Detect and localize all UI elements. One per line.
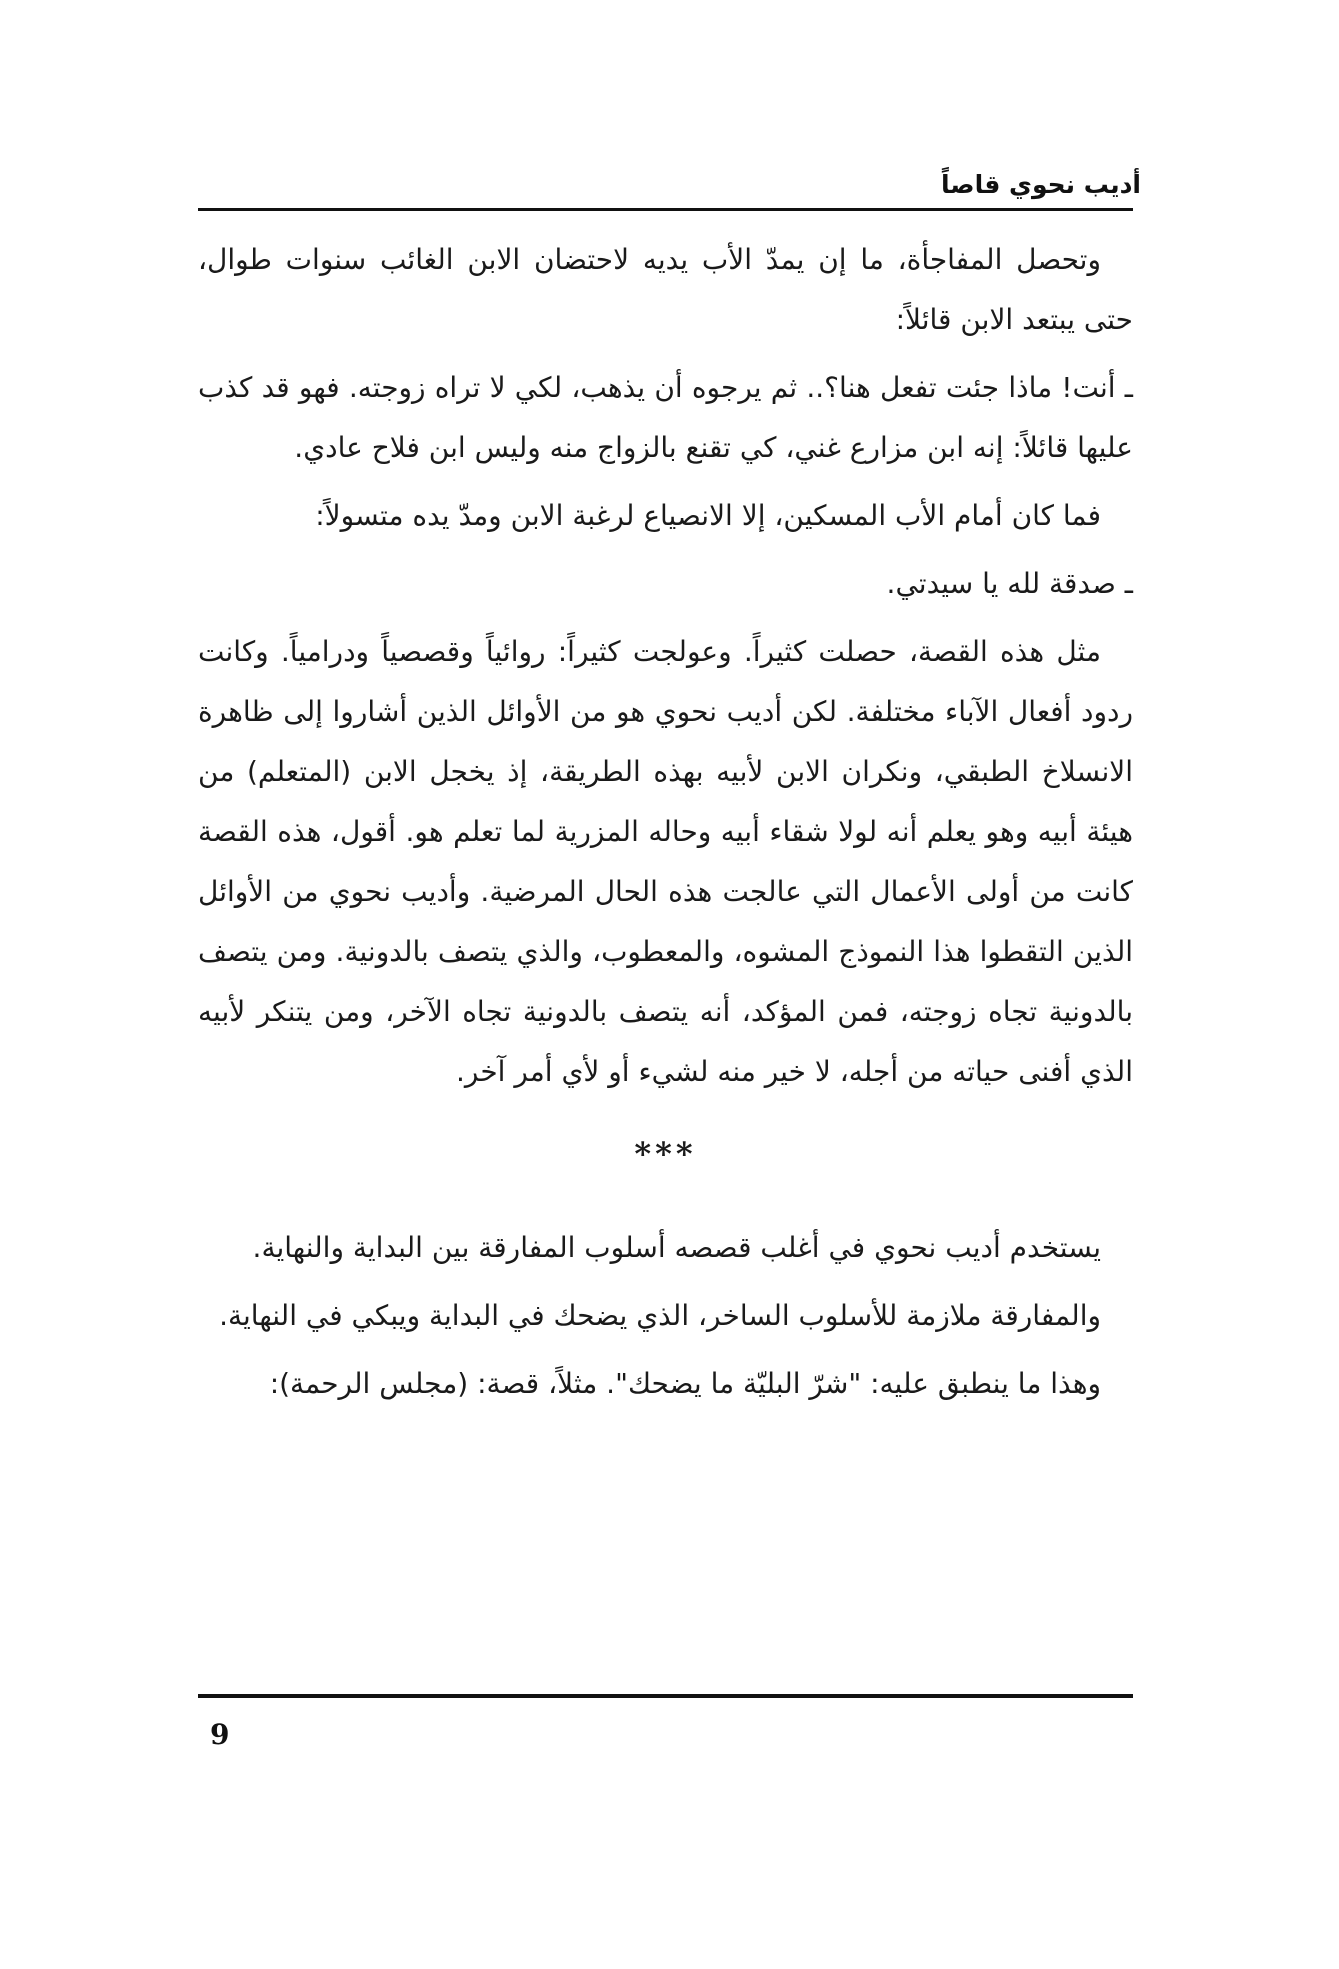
header-rule: [198, 208, 1133, 211]
paragraph: فما كان أمام الأب المسكين، إلا الانصياع لرغبة الابن ومدّ يده متسولاً:: [315, 499, 1101, 532]
footer-rule: [198, 1694, 1133, 1698]
paragraph: يستخدم أديب نحوي في أغلب قصصه أسلوب المفارقة بين البداية والنهاية.: [252, 1231, 1101, 1264]
dialogue-line: ـ أنت! ماذا جئت تفعل هنا؟.. ثم يرجوه أن يذهب، لكي لا تراه زوجته. فهو قد كذب عليها قائلاً: إنه ابن مزارع غني، كي تقنع بالزواج منه وليس ابن فلاح عادي.: [198, 371, 1133, 464]
paragraph: وهذا ما ينطبق عليه: "شرّ البليّة ما يضحك". مثلاً، قصة: (مجلس الرحمة):: [269, 1367, 1101, 1400]
paragraph: وتحصل المفاجأة، ما إن يمدّ الأب يديه لاحتضان الابن الغائب سنوات طوال، حتى يبتعد الابن قائلاً:: [198, 243, 1133, 336]
paragraph: مثل هذه القصة، حصلت كثيراً. وعولجت كثيراً: روائياً وقصصياً ودرامياً. وكانت ردود أفعال الآباء مختلفة. لكن أديب نحوي هو من الأوائل الذين أشاروا إلى ظاهرة الانسلاخ الطبقي، ونكران الابن لأبيه بهذه الطريقة، إذ يخجل الابن (المتعلم) من هيئة أبيه وهو يعلم أنه لولا شقاء أبيه وحاله المزرية لما تعلم هو. أقول، هذه القصة كانت من أولى الأعمال التي عالجت هذه الحال المرضية. وأديب نحوي من الأوائل الذين التقطوا هذا النموذج المشوه، والمعطوب، والذي يتصف بالدونية. ومن يتصف بالدونية تجاه زوجته، فمن المؤكد، أنه يتصف بالدونية تجاه الآخر، ومن يتنكر لأبيه الذي أفنى حياته من أجله، لا خير منه لشيء أو لأي أمر آخر.: [198, 635, 1133, 1088]
body-text: [198, 230, 1133, 1422]
section-separator: ***: [634, 1135, 697, 1173]
running-head-title: أديب نحوي قاصاً: [941, 170, 1141, 199]
dialogue-line: ـ صدقة لله يا سيدتي.: [886, 567, 1133, 600]
paragraph: والمفارقة ملازمة للأسلوب الساخر، الذي يضحك في البداية ويبكي في النهاية.: [219, 1299, 1101, 1332]
page-number: 9: [210, 1718, 230, 1751]
